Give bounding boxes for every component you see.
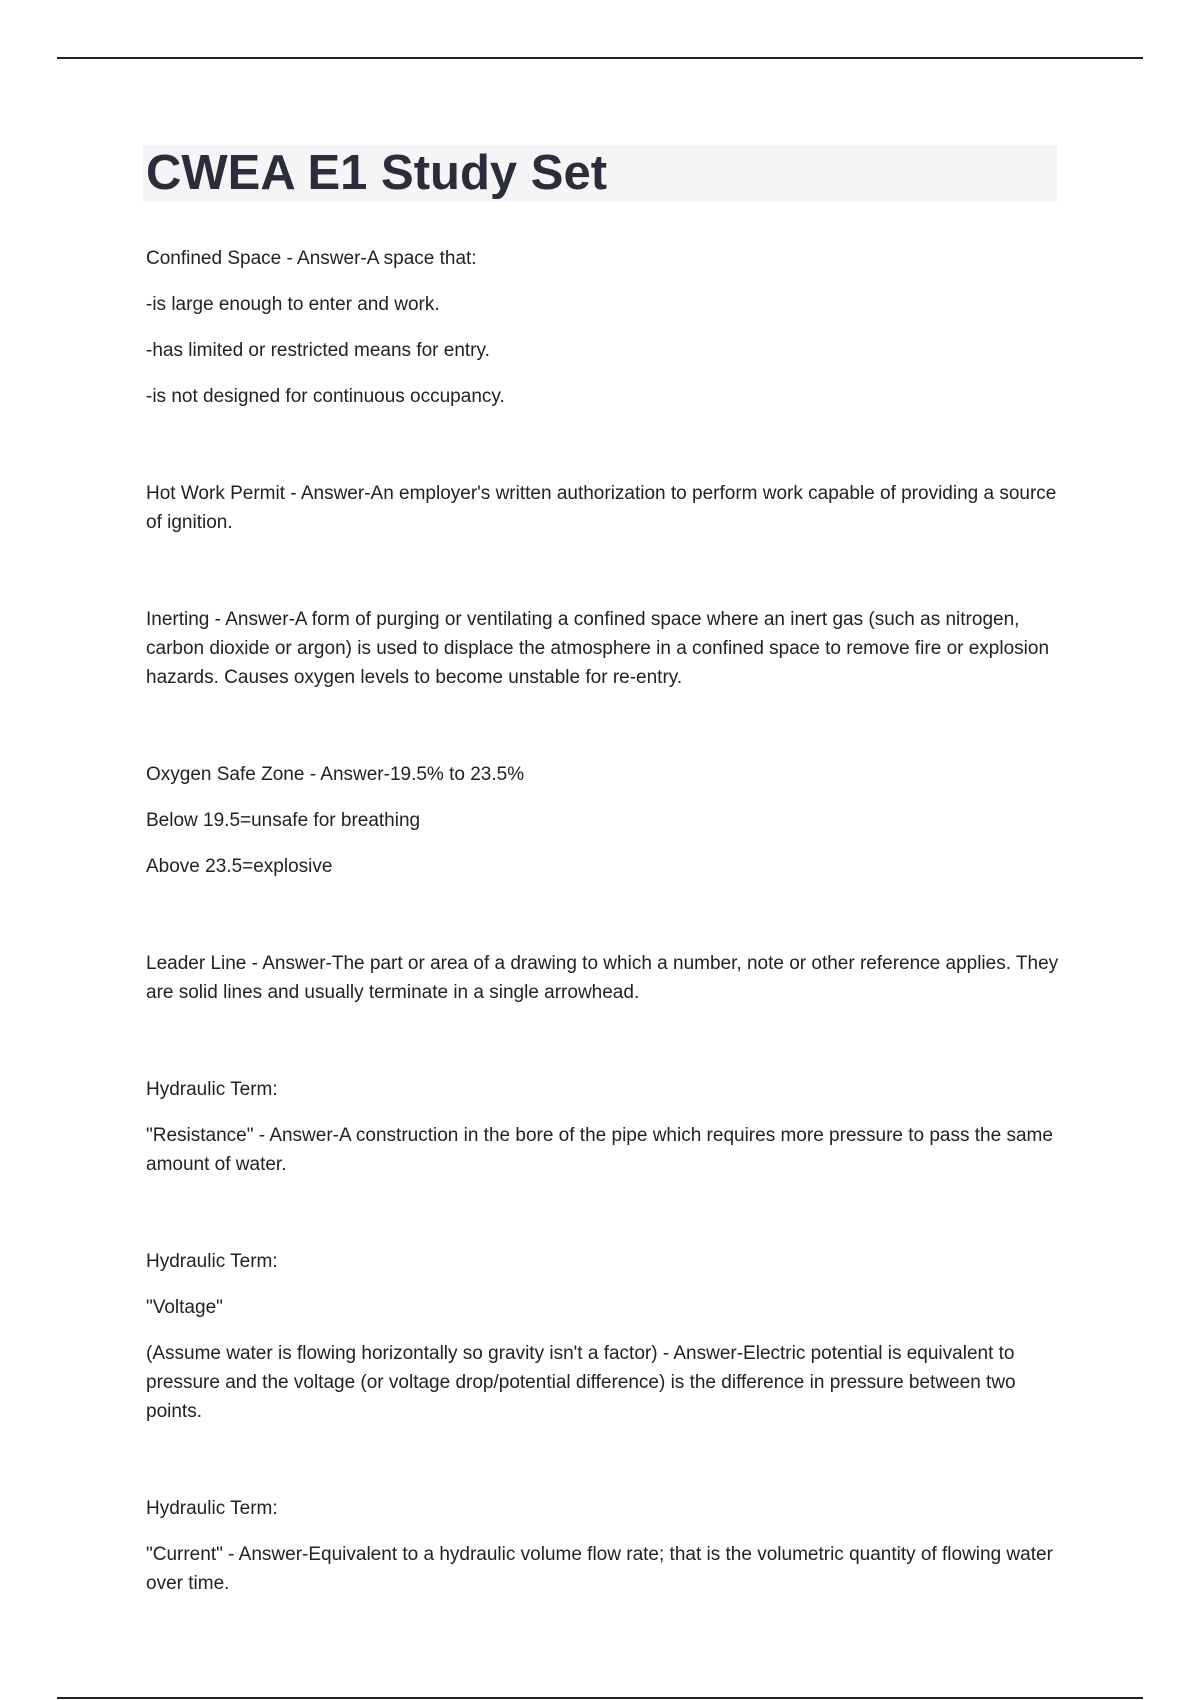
entry-confined-space: [146, 244, 1061, 411]
entry-leader-line: [146, 949, 1061, 1007]
entry-line: Inerting - Answer-A form of purging or ventilating a confined space where an inert gas (such as nitrogen, carbon dioxide or argon) is used to displace the atmosphere in a confined space to remove fire or explosion hazards. Causes oxygen levels to become unstable for re-entry.: [146, 609, 1050, 688]
entry-hydraulic-voltage: [146, 1247, 1061, 1426]
entry-line: -has limited or restricted means for entry.: [146, 340, 490, 361]
bottom-rule: [57, 1697, 1143, 1699]
entry-oxygen-safe-zone: [146, 760, 1061, 881]
entry-line: Hydraulic Term:: [146, 1079, 278, 1100]
entry-line: Oxygen Safe Zone - Answer-19.5% to 23.5%: [146, 764, 525, 785]
entry-line: -is large enough to enter and work.: [146, 294, 440, 315]
entry-hot-work-permit: [146, 479, 1061, 537]
entry-line: Above 23.5=explosive: [146, 856, 333, 877]
entry-line: -is not designed for continuous occupancy.: [146, 386, 505, 407]
page-title: CWEA E1 Study Set: [146, 146, 608, 200]
entry-line: Confined Space - Answer-A space that:: [146, 248, 477, 269]
entry-inerting: [146, 605, 1061, 692]
entry-line: "Resistance" - Answer-A construction in the bore of the pipe which requires more pressure to pass the same amount of water.: [146, 1125, 1053, 1175]
entry-line: "Voltage": [146, 1297, 223, 1318]
entry-hydraulic-current: [146, 1494, 1061, 1598]
entry-hydraulic-resistance: [146, 1075, 1061, 1179]
entry-line: Hydraulic Term:: [146, 1498, 278, 1519]
entry-line: "Current" - Answer-Equivalent to a hydraulic volume flow rate; that is the volumetric quantity of flowing water over time.: [146, 1544, 1053, 1594]
entry-line: Hydraulic Term:: [146, 1251, 278, 1272]
top-rule: [57, 57, 1143, 59]
entry-line: Leader Line - Answer-The part or area of a drawing to which a number, note or other reference applies. They are solid lines and usually terminate in a single arrowhead.: [146, 953, 1059, 1003]
study-set-content: [146, 244, 1061, 1615]
entry-line: Below 19.5=unsafe for breathing: [146, 810, 421, 831]
entry-line: Hot Work Permit - Answer-An employer's written authorization to perform work capable of providing a source of ignition.: [146, 483, 1057, 533]
entry-line: (Assume water is flowing horizontally so gravity isn't a factor) - Answer-Electric potential is equivalent to pressure and the voltage (or voltage drop/potential difference) is the difference in pressure between two points.: [146, 1343, 1016, 1422]
